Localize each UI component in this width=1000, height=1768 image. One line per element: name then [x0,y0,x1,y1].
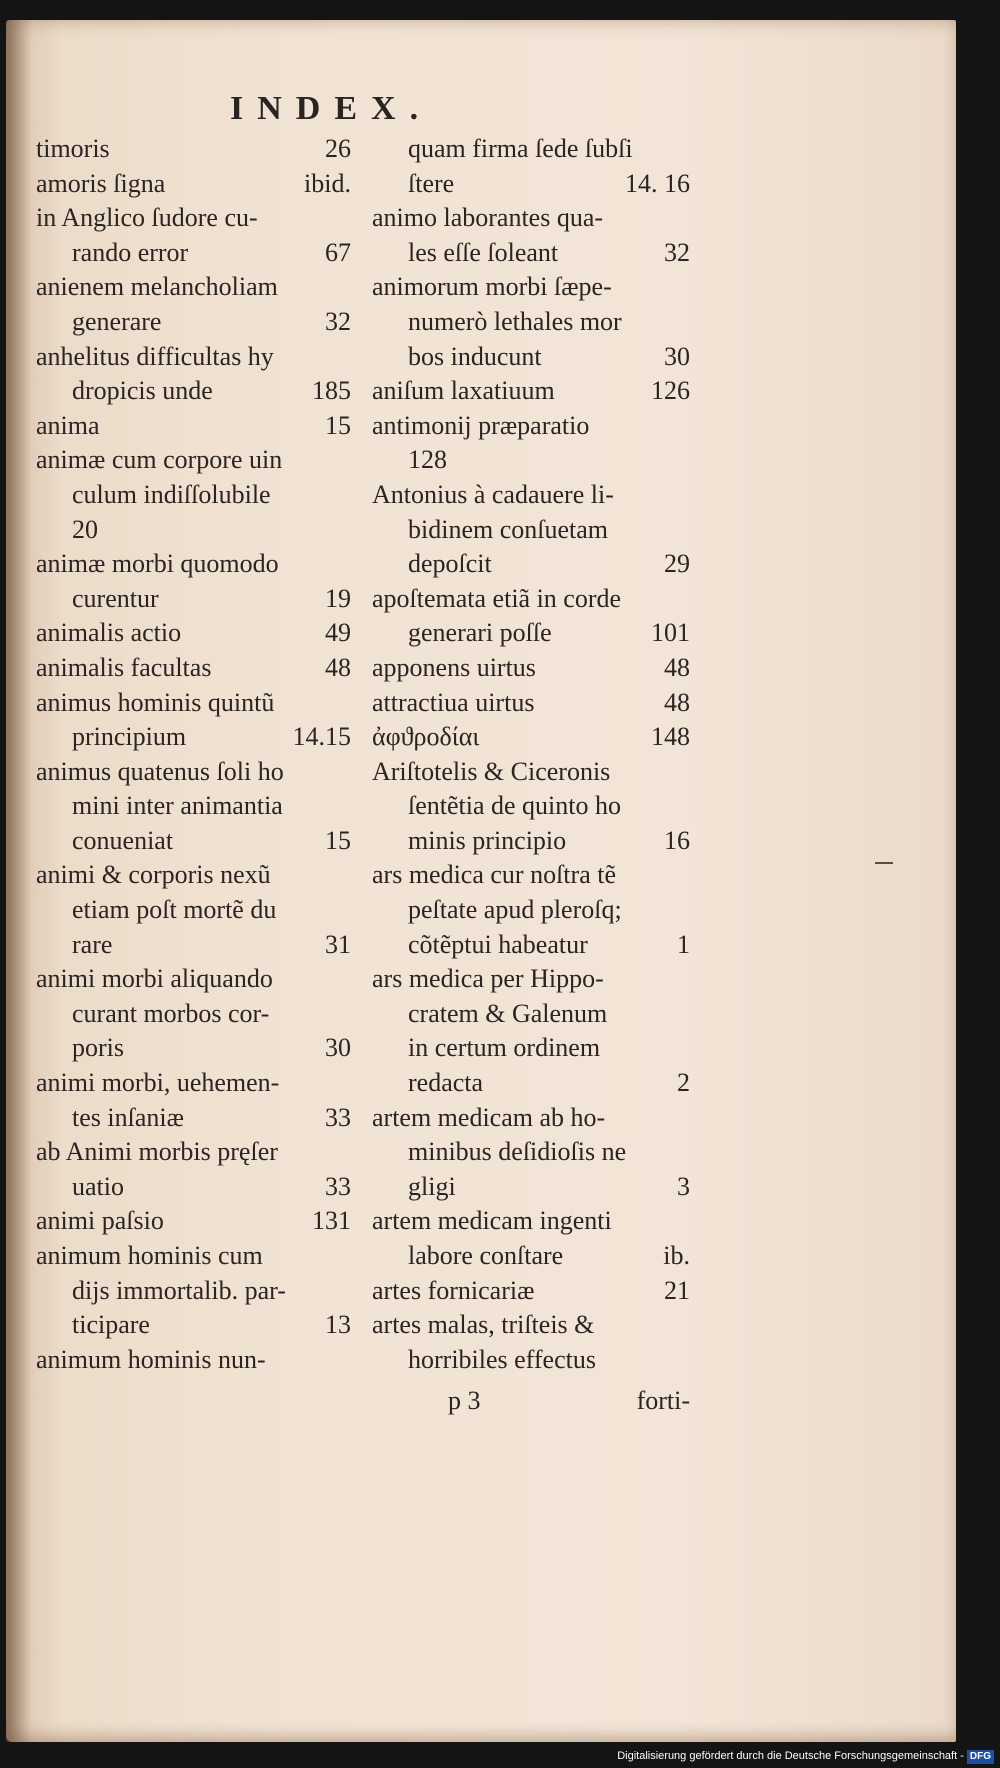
index-entry-text: principium [72,722,187,752]
index-entry-line [372,616,690,651]
index-entry-page: 26 [325,134,351,163]
index-entry-text: horribiles effectus [408,1344,596,1374]
index-entry-line [372,824,690,859]
index-entry-text: animus quatenus ſoli ho [36,756,284,786]
index-entry-line [36,1239,351,1274]
index-entry-text: timoris [36,134,110,163]
index-entry-text: ticipare [72,1310,150,1340]
index-entry-page: 33 [325,1102,351,1132]
index-entry-text: anhelitus difficultas hy [36,341,274,371]
index-entry-line [36,858,351,893]
index-entry-line [36,305,351,340]
index-entry-page: 2 [677,1068,690,1098]
index-entry-text: animum hominis cum [36,1241,263,1270]
index-entry-text: minibus deſidioſis ne [408,1137,627,1167]
index-entry-page: 13 [325,1310,351,1340]
index-entry-text: rando error [72,237,189,267]
index-entry-text: animi morbi aliquando [36,964,273,994]
index-entry-line [372,340,690,375]
index-entry-text: dropicis unde [72,376,213,406]
index-entry-text: apoſtemata etiã in corde [372,583,622,613]
running-head: INDEX. [230,90,433,127]
index-entry-line [372,582,690,617]
index-entry-page: 32 [325,306,351,336]
index-entry-text: curant morbos cor- [72,998,270,1028]
index-entry-page: 19 [325,583,351,613]
index-entry-text: animus hominis quintũ [36,687,275,717]
index-entry-line [372,513,690,548]
index-entry-line [372,1170,690,1205]
index-column-left [36,132,351,1377]
index-entry-text: anima [36,410,100,440]
index-entry-line [372,720,690,755]
index-entry-line [372,1343,690,1378]
index-entry-text: ars medica cur noſtra tẽ [372,860,616,890]
index-entry-text: artes fornicariæ [372,1275,535,1305]
index-entry-line [372,962,690,997]
index-entry-text: artem medicam ingenti [372,1206,612,1236]
index-entry-line [36,582,351,617]
index-entry-page: 14.15 [292,722,351,752]
index-entry-line [36,686,351,721]
index-entry-line [372,1204,690,1239]
credit-text: Digitalisierung gefördert durch die Deutsche Forschungsgemeinschaft - [617,1750,964,1762]
index-entry-line [36,547,351,582]
index-entry-text: culum indiſſolubile [72,479,271,509]
index-entry-text: animæ cum corpore uin [36,445,283,475]
index-entry-line [36,340,351,375]
index-entry-text: artes malas, triſteis & [372,1310,595,1340]
index-entry-line [36,720,351,755]
index-entry-line [36,1274,351,1309]
index-entry-line [36,1101,351,1136]
index-entry-page: 48 [664,687,690,717]
index-entry-line [372,270,690,305]
spine-shadow [6,20,32,1742]
index-entry-page: 185 [312,376,351,406]
index-entry-text: animæ morbi quomodo [36,549,279,579]
index-entry-text: ſentẽtia de quinto ho [408,791,622,821]
index-entry-line [372,1066,690,1101]
index-entry-line [36,409,351,444]
index-entry-line [372,651,690,686]
index-entry-line [372,236,690,271]
index-entry-line [36,132,351,167]
index-entry-text: antimonij præparatio [372,410,590,440]
index-entry-line [36,201,351,236]
index-entry-line [36,478,351,513]
index-entry-page: 3 [677,1171,690,1201]
index-entry-text: redacta [408,1068,484,1098]
index-entry-text: 128 [408,445,447,475]
index-entry-line [36,1204,351,1239]
index-entry-text: bidinem conſuetam [408,514,609,544]
index-entry-line [372,1239,690,1274]
index-entry-text: generare [72,306,162,336]
index-entry-line [36,167,351,202]
index-entry-line [36,513,351,548]
index-entry-line [36,962,351,997]
index-entry-text: ſtere [408,168,455,198]
index-entry-page: 126 [651,376,690,406]
index-entry-text: animalis actio [36,618,182,648]
index-entry-text: animi morbi, uehemen- [36,1068,280,1098]
index-entry-text: conueniat [72,825,174,855]
index-entry-page: 14. 16 [625,168,690,198]
index-entry-line [36,928,351,963]
index-entry-text: aniſum laxatiuum [372,376,555,406]
index-entry-page: 1 [677,929,690,959]
signature-mark: p 3 [448,1386,481,1415]
index-entry-text: anienem melancholiam [36,272,278,302]
index-entry-text: attractiua uirtus [372,687,535,717]
index-entry-line [36,997,351,1032]
index-entry-text: animi & corporis nexũ [36,860,271,890]
index-entry-line [372,997,690,1032]
index-entry-line [372,305,690,340]
index-entry-text: depoſcit [408,549,492,579]
digitization-credit [617,1746,994,1766]
index-entry-text: animorum morbi ſæpe- [372,272,612,302]
index-entry-line [36,374,351,409]
index-entry-line [36,1308,351,1343]
index-entry-line [36,651,351,686]
index-entry-text: minis principio [408,825,567,855]
index-entry-line [36,443,351,478]
index-entry-text: in certum ordinem [408,1033,601,1063]
index-entry-line [372,755,690,790]
index-entry-text: Antonius à cadauere li- [372,479,614,509]
index-entry-page: 49 [325,618,351,648]
index-entry-text: generari poſſe [408,618,552,648]
index-entry-text: quam firma ſede ſubſi [408,134,633,163]
index-entry-line [36,755,351,790]
index-entry-line [36,824,351,859]
index-entry-page: 101 [651,618,690,648]
index-entry-page: ib. [663,1241,690,1270]
index-entry-text: 20 [72,514,98,544]
index-entry-page: 21 [664,1275,690,1305]
index-entry-text: mini inter animantia [72,791,283,821]
index-entry-text: gligi [408,1171,456,1201]
index-entry-line [372,201,690,236]
index-entry-line [372,1135,690,1170]
index-entry-text: artem medicam ab ho- [372,1102,606,1132]
index-entry-line [36,616,351,651]
index-entry-line [372,409,690,444]
index-entry-text: ars medica per Hippo- [372,964,604,994]
index-entry-line [372,1031,690,1066]
index-entry-text: cõtẽptui habeatur [408,929,588,959]
index-entry-page: 32 [664,237,690,267]
index-entry-page: 67 [325,237,351,267]
index-entry-page: 48 [325,652,351,682]
index-entry-page: ibid. [304,168,351,198]
index-entry-line [372,1308,690,1343]
index-entry-text: animo laborantes qua- [372,203,604,233]
index-entry-line [36,1031,351,1066]
index-entry-text: animalis facultas [36,652,212,682]
dfg-logo-icon: DFG [967,1750,994,1764]
index-entry-page: 15 [325,410,351,440]
index-entry-text: uatio [72,1171,124,1201]
index-entry-line [372,858,690,893]
index-entry-line [36,1170,351,1205]
index-entry-line [36,1343,351,1378]
index-entry-text: peſtate apud pleroſq; [408,895,622,925]
catchword: forti- [636,1386,690,1415]
index-entry-line [372,1101,690,1136]
index-entry-text: poris [72,1033,124,1063]
index-entry-text: Ariſtotelis & Ciceronis [372,756,611,786]
index-entry-page: 48 [664,652,690,682]
index-entry-line [372,893,690,928]
index-entry-line [372,789,690,824]
index-entry-text: apponens uirtus [372,652,536,682]
index-entry-page: 31 [325,929,351,959]
index-entry-page: 29 [664,549,690,579]
index-entry-text: animi paſsio [36,1206,164,1236]
index-entry-page: 148 [651,722,690,752]
index-entry-line [372,928,690,963]
index-entry-text: amoris ſigna [36,168,166,198]
index-entry-line [372,374,690,409]
index-entry-line [372,478,690,513]
index-entry-text: rare [72,929,113,959]
index-entry-page: 30 [325,1033,351,1063]
index-entry-line [36,1066,351,1101]
index-entry-line [36,893,351,928]
index-entry-page: 131 [312,1206,351,1236]
page-footer [408,1384,690,1418]
index-entry-page: 15 [325,825,351,855]
index-entry-text: labore conſtare [408,1241,564,1270]
index-entry-page: 16 [664,825,690,855]
margin-mark [875,862,893,864]
index-entry-page: 30 [664,341,690,371]
index-entry-line [36,1135,351,1170]
index-entry-text: dijs immortalib. par- [72,1275,286,1305]
index-entry-text: cratem & Galenum [408,998,608,1028]
index-entry-text: curentur [72,583,159,613]
index-entry-text: animum hominis nun- [36,1344,266,1374]
index-entry-text: etiam poſt mortẽ du [72,895,277,925]
index-entry-line [36,236,351,271]
index-entry-text: numerò lethales mor [408,306,622,336]
index-entry-text: bos inducunt [408,341,542,371]
index-entry-line [372,686,690,721]
index-entry-line [372,443,690,478]
index-entry-line [36,270,351,305]
index-entry-line [372,167,690,202]
index-column-right [372,132,690,1377]
index-entry-line [36,789,351,824]
index-entry-text: ab Animi morbis pręſer [36,1137,278,1167]
index-entry-line [372,547,690,582]
index-entry-text: in Anglico ſudore cu- [36,203,258,233]
index-entry-line [372,1274,690,1309]
index-entry-text: tes inſaniæ [72,1102,184,1132]
index-entry-text: ἀφϑροδίαι [372,722,480,752]
index-entry-page: 33 [325,1171,351,1201]
index-entry-line [372,132,690,167]
index-entry-text: les eſſe ſoleant [408,237,559,267]
